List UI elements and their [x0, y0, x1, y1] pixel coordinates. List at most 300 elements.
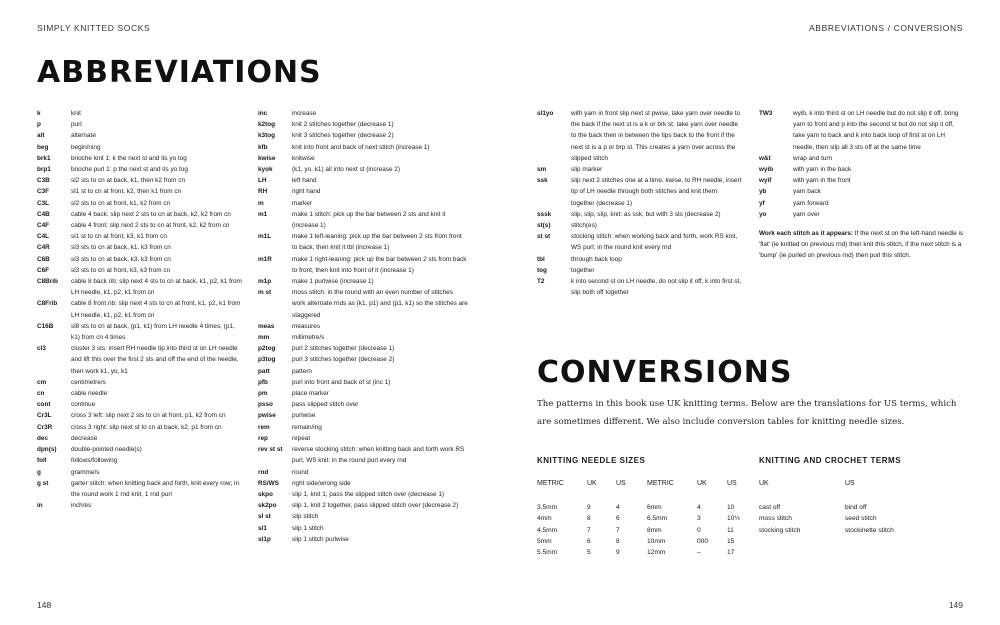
- table-cell: stocking stitch: [759, 526, 801, 534]
- table-row: [537, 502, 747, 513]
- abbreviation-term: C3B: [37, 177, 50, 185]
- abbreviation-entry: [258, 254, 468, 276]
- abbreviation-term: skpo: [258, 490, 273, 498]
- abbreviation-entry: [759, 153, 964, 164]
- abbreviation-entry: [37, 175, 242, 186]
- abbreviation-definition: brioche purl 1: p the next st and its yo tog: [71, 166, 188, 174]
- abbreviation-entry: [537, 108, 742, 164]
- abbreviation-term: foll: [37, 457, 47, 465]
- abbreviation-entry: [258, 343, 468, 354]
- abbreviation-entry: [37, 478, 242, 500]
- abbreviation-term: kwise: [258, 154, 276, 162]
- abbreviation-definition: pass slipped stitch over: [292, 401, 359, 409]
- conversions-intro: The patterns in this book use UK knitting terms. Below are the translations for US terms, which are sometimes different. We also include conversion tables for knitting needle sizes.: [537, 399, 957, 427]
- abbreviation-term: C3F: [37, 188, 50, 196]
- abbreviation-term: m: [258, 199, 264, 207]
- abbreviation-term: m1R: [258, 255, 272, 263]
- abbreviation-entry: [258, 511, 468, 522]
- abbreviation-term: yo: [759, 210, 767, 218]
- abbreviation-term: p2tog: [258, 345, 276, 353]
- abbreviation-term: m1p: [258, 278, 272, 286]
- abbreviation-definition: slip 1 stitch purlwise: [292, 535, 349, 543]
- abbreviation-definition: purl 2 stitches together (decrease 1): [292, 345, 395, 353]
- abbreviation-term: sm: [537, 166, 547, 174]
- abbreviation-term: kyok: [258, 166, 273, 174]
- abbreviation-entry: [258, 467, 468, 478]
- abbreviation-definition: cross 3 left: slip next 2 sts to cn at front, p1, k2 from cn: [71, 412, 226, 420]
- abbreviation-entry: [37, 321, 242, 343]
- abbreviation-entry: [258, 489, 468, 500]
- table-header-cell: US: [845, 480, 855, 487]
- abbreviation-definition: repeat: [292, 434, 311, 442]
- abbreviation-entry: [537, 209, 742, 220]
- abbreviation-definition: (k1, yo, k1) all into next st (increase 2): [292, 166, 400, 174]
- abbreviation-definition: sl8 sts to cn at back, (p1, k1) from LH needle 4 times, (p1, k1) from cn 4 times: [71, 322, 235, 342]
- abbreviation-term: st st: [537, 233, 551, 241]
- table-cell: moss stitch: [759, 515, 792, 523]
- abbreviation-definition: cable 4 front: slip next 2 sts to cn at front, k2, k2 from cn: [71, 222, 230, 230]
- abbreviation-definition: make 1 right-leaning: pick up the bar between 2 sts from back to front, then knit into front of it (increase 1): [292, 255, 467, 274]
- abbreviation-entry: [37, 242, 242, 253]
- abbreviation-term: in: [37, 502, 43, 510]
- abbreviation-definition: measures: [292, 322, 321, 330]
- abbreviation-definition: cable 8 back rib: slip next 4 sts to cn at back, k1, p2, k1 from LH needle, k1, p2, k1 from cn: [71, 278, 242, 297]
- abbreviation-column-3: [537, 108, 742, 298]
- abbreviation-entry: [37, 130, 242, 141]
- table-cell: 10mm: [647, 537, 666, 545]
- abbreviation-term: C4B: [37, 210, 50, 218]
- abbreviation-term: g st: [37, 479, 49, 487]
- abbreviation-term: k3tog: [258, 132, 276, 140]
- abbreviation-term: C8Frib: [37, 300, 58, 308]
- abbreviation-column-2: [258, 108, 468, 545]
- abbreviation-definition: purl into front and back of st (inc 1): [292, 378, 391, 386]
- abbreviation-definition: yarn forward: [793, 199, 829, 207]
- abbreviation-entry: [258, 142, 468, 153]
- abbreviation-definition: stocking stitch: when working back and forth, work RS knit, WS purl; in the round knit every rnd: [571, 233, 738, 252]
- abbreviation-definition: stitch(es): [571, 222, 597, 230]
- abbreviation-definition: sl2 sts to cn at back, k1, then k2 from cn: [71, 177, 186, 185]
- table-cell: 8: [587, 515, 591, 523]
- table-cell: 4: [616, 504, 620, 512]
- abbreviation-entry: [258, 444, 468, 466]
- table-cell: cast off: [759, 504, 781, 512]
- abbreviation-definition: knit: [71, 110, 81, 117]
- abbreviation-term: pwise: [258, 412, 276, 420]
- abbreviation-term: sl1p: [258, 535, 271, 543]
- abbreviation-entry: [258, 332, 468, 343]
- table-cell: –: [697, 549, 701, 557]
- table-row: [759, 525, 959, 536]
- table-cell: 12mm: [647, 549, 666, 557]
- abbreviation-entry: [258, 130, 468, 141]
- abbreviation-definition: cable 8 front rib: slip next 4 sts to cn at front, k1, p2, k1 from LH needle, k1, p2, k1 from cn: [71, 300, 241, 319]
- table-cell: 10: [727, 504, 735, 512]
- abbreviation-definition: cross 3 right: slip next st to cn at back, k2, p1 from cn: [71, 423, 222, 431]
- abbreviation-term: Cr3L: [37, 412, 52, 420]
- table-header-cell: US: [727, 480, 737, 487]
- abbreviation-term: cl3: [37, 345, 46, 353]
- abbreviation-term: RH: [258, 188, 268, 196]
- abbreviation-term: brk1: [37, 154, 51, 162]
- abbreviation-entry: [258, 287, 468, 321]
- abbreviation-definition: centimetre/s: [71, 378, 106, 386]
- abbreviation-entry: [37, 455, 242, 466]
- abbreviation-definition: reverse stocking stitch: when knitting back and forth work RS purl, WS knit: in the round purl every rnd: [292, 446, 465, 465]
- abbreviation-entry: [759, 164, 964, 175]
- table-header-cell: UK: [587, 480, 597, 487]
- abbreviation-entry: [37, 500, 242, 511]
- abbreviation-entry: [258, 478, 468, 489]
- abbreviation-term: TW3: [759, 110, 773, 117]
- abbreviation-definition: wrap and turn: [793, 154, 833, 162]
- conversions-title: CONVERSIONS: [537, 355, 793, 390]
- abbreviation-entry: [258, 186, 468, 197]
- abbreviation-definition: cluster 3 sts: insert RH needle tip into third st on LH needle and lift this over the first 2 sts and off the end of the needle, then work k1, yo, k1: [71, 345, 239, 375]
- abbreviation-definition: begin/ning: [71, 143, 101, 151]
- abbreviation-entry: [258, 321, 468, 332]
- abbreviation-term: C6B: [37, 255, 50, 263]
- table-cell: 6: [587, 537, 591, 545]
- abbreviation-entry: [37, 265, 242, 276]
- abbreviation-definition: together: [571, 266, 595, 274]
- abbreviation-entry: [759, 186, 964, 197]
- abbreviation-definition: sl3 sts to cn at front, k3, k3 from cn: [71, 266, 171, 274]
- table-header-cell: METRIC: [537, 480, 564, 487]
- abbreviation-term: tog: [537, 266, 547, 274]
- abbreviation-entry: [37, 108, 242, 119]
- abbreviation-definition: continue: [71, 401, 96, 409]
- abbreviation-definition: knit into front and back of next stitch (increase 1): [292, 143, 430, 151]
- abbreviation-entry: [258, 410, 468, 421]
- abbreviation-entry: [37, 399, 242, 410]
- stitch-note-lead: Work each stitch as it appears:: [759, 230, 853, 238]
- abbreviation-term: C4R: [37, 244, 50, 252]
- table-cell: 7: [616, 526, 620, 534]
- abbreviation-entry: [258, 175, 468, 186]
- abbreviation-definition: sl1 st to cn at front, k2, then k1 from cn: [71, 188, 182, 196]
- table-row: [537, 536, 747, 547]
- needle-sizes-table: [537, 478, 747, 558]
- abbreviation-entry: [37, 209, 242, 220]
- abbreviation-term: m1: [258, 210, 268, 218]
- abbreviation-term: C4F: [37, 222, 50, 230]
- abbreviation-term: dec: [37, 434, 49, 442]
- abbreviation-definition: knit 3 stitches together (decrease 2): [292, 132, 394, 140]
- table-cell: 9: [616, 549, 620, 557]
- table-cell: 11: [727, 526, 734, 534]
- abbreviation-term: yf: [759, 199, 765, 207]
- table-row: [537, 547, 747, 558]
- abbreviation-definition: purlwise: [292, 412, 316, 420]
- abbreviation-entry: [37, 388, 242, 399]
- abbreviation-entry: [537, 164, 742, 175]
- abbreviation-term: mm: [258, 334, 270, 342]
- abbreviation-entry: [37, 433, 242, 444]
- abbreviation-term: C8Brib: [37, 278, 58, 286]
- table-row: [759, 513, 959, 524]
- abbreviation-term: p3tog: [258, 356, 276, 364]
- abbreviation-term: C4L: [37, 233, 50, 241]
- abbreviation-term: st(s): [537, 222, 551, 230]
- table-cell: 17: [727, 549, 735, 557]
- abbreviations-title: ABBREVIATIONS: [37, 55, 322, 90]
- table-header-cell: US: [616, 480, 626, 487]
- abbreviation-definition: millimetre/s: [292, 334, 325, 342]
- abbreviation-entry: [37, 343, 242, 377]
- abbreviation-entry: [258, 108, 468, 119]
- abbreviation-definition: with yarn in front slip next st pwise, take yarn over needle to the back if the next st is a k or brk st; take yarn over needle to the back then in between the tips back to the front if the next st is a p or brp st. This creates a yarn over across the slipped stitch: [571, 110, 741, 162]
- table-cell: 4mm: [537, 515, 552, 523]
- abbreviation-entry: [37, 231, 242, 242]
- abbreviation-definition: gramme/s: [71, 468, 100, 476]
- running-head-right: ABBREVIATIONS / CONVERSIONS: [809, 23, 963, 33]
- abbreviation-term: p: [37, 121, 41, 129]
- abbreviation-term: meas: [258, 322, 275, 330]
- abbreviation-definition: cable needle: [71, 390, 108, 398]
- abbreviation-entry: [537, 231, 742, 253]
- abbreviation-entry: [258, 422, 468, 433]
- abbreviation-definition: pattern: [292, 367, 312, 375]
- abbreviation-entry: [37, 254, 242, 265]
- table-header-cell: METRIC: [647, 480, 674, 487]
- abbreviation-definition: through back loop: [571, 255, 622, 263]
- abbreviation-definition: k into second st on LH needle, do not slip it off, k into first st, slip both off together: [571, 278, 742, 297]
- abbreviation-entry: [258, 366, 468, 377]
- table-row: [537, 513, 747, 524]
- abbreviation-term: sk2po: [258, 502, 277, 510]
- abbreviation-entry: [537, 220, 742, 231]
- abbreviation-definition: wyib, k into third st on LH needle but do not slip it off, bring yarn to front and p into the second st but do not slip it off, take yarn to back and k into back loop of first st on LH needle, then slip all 3 sts off at the same time: [793, 110, 959, 151]
- abbreviation-term: LH: [258, 177, 267, 185]
- abbreviation-term: inc: [258, 110, 268, 117]
- abbreviation-entry: [759, 198, 964, 209]
- abbreviation-definition: slip 1, knit 1, pass the slipped stitch over (decrease 1): [292, 490, 445, 498]
- abbreviation-definition: sl3 sts to cn at back, k1, k3 from cn: [71, 244, 171, 252]
- abbreviation-definition: double-pointed needle(s): [71, 446, 142, 454]
- abbreviation-definition: right hand: [292, 188, 321, 196]
- abbreviation-entry: [37, 198, 242, 209]
- running-head-left: SIMPLY KNITTED SOCKS: [37, 23, 151, 33]
- abbreviation-term: m st: [258, 289, 272, 297]
- abbreviation-entry: [37, 186, 242, 197]
- abbreviation-definition: sl1 st to cn at front, k3, k1 from cn: [71, 233, 167, 241]
- abbreviation-entry: [37, 467, 242, 478]
- abbreviation-term: wyib: [759, 166, 774, 174]
- needle-sizes-heading: KNITTING NEEDLE SIZES: [537, 456, 646, 465]
- abbreviation-term: sl1yo: [537, 110, 554, 117]
- abbreviation-entry: [537, 175, 742, 209]
- abbreviation-term: sl st: [258, 513, 271, 521]
- abbreviation-definition: slip 1, knit 2 together, pass slipped stitch over (decrease 2): [292, 502, 459, 510]
- abbreviation-term: m1L: [258, 233, 272, 241]
- abbreviation-definition: with yarn in the front: [793, 177, 851, 185]
- abbreviation-entry: [258, 276, 468, 287]
- table-row: [759, 502, 959, 513]
- abbreviation-term: dpn(s): [37, 446, 57, 454]
- abbreviation-entry: [258, 388, 468, 399]
- abbreviation-entry: [759, 175, 964, 186]
- table-header-cell: UK: [697, 480, 707, 487]
- abbreviation-definition: sl3 sts to cn at back, k3, k3 from cn: [71, 255, 171, 263]
- abbreviation-definition: alternate: [71, 132, 96, 140]
- table-cell: 5: [587, 549, 591, 557]
- abbreviation-entry: [258, 231, 468, 253]
- table-cell: 4: [697, 504, 701, 512]
- abbreviation-definition: marker: [292, 199, 312, 207]
- table-cell: bind off: [845, 504, 867, 512]
- abbreviation-term: sl1: [258, 524, 267, 532]
- abbreviation-term: rem: [258, 423, 270, 431]
- table-cell: 3.5mm: [537, 504, 558, 512]
- table-cell: 8: [616, 537, 620, 545]
- table-cell: 5mm: [537, 537, 552, 545]
- abbreviation-entry: [37, 410, 242, 421]
- abbreviation-definition: right side/wrong side: [292, 479, 351, 487]
- table-cell: 5.5mm: [537, 549, 558, 557]
- abbreviation-term: k: [37, 110, 41, 117]
- table-cell: 000: [697, 537, 709, 545]
- table-cell: 6mm: [647, 504, 662, 512]
- table-cell: 8mm: [647, 526, 662, 534]
- abbreviation-definition: make 1 left-leaning: pick up the bar between 2 sts from front to back, then knit it tbl (increase 1): [292, 233, 462, 252]
- table-cell: 6: [616, 515, 620, 523]
- abbreviation-definition: make 1 stitch: pick up the bar between 2 sts and knit it (increase 1): [292, 210, 446, 230]
- abbreviation-definition: round: [292, 468, 309, 476]
- abbreviation-entry: [37, 422, 242, 433]
- abbreviation-term: ssk: [537, 177, 548, 185]
- abbreviation-entry: [258, 209, 468, 231]
- abbreviation-column-4: [759, 108, 964, 262]
- abbreviation-term: kfb: [258, 143, 268, 151]
- abbreviation-definition: purl: [71, 121, 82, 129]
- abbreviation-definition: cable 4 back: slip next 2 sts to cn at back, k2, k2 from cn: [71, 210, 231, 218]
- abbreviation-term: sssk: [537, 210, 552, 218]
- table-cell: seed stitch: [845, 515, 877, 523]
- abbreviation-definition: remain/ing: [292, 423, 322, 431]
- abbreviation-definition: purl 3 stitches together (decrease 2): [292, 356, 395, 364]
- abbreviation-definition: yarn back: [793, 188, 821, 196]
- abbreviation-entry: [258, 153, 468, 164]
- abbreviation-entry: [759, 209, 964, 220]
- abbreviation-entry: [37, 276, 242, 298]
- abbreviation-term: psso: [258, 401, 273, 409]
- abbreviation-entry: [258, 523, 468, 534]
- abbreviation-entry: [258, 198, 468, 209]
- abbreviation-definition: sl2 sts to cn at front, k1, k2 from cn: [71, 199, 171, 207]
- abbreviation-term: brp1: [37, 166, 51, 174]
- abbreviation-definition: slip next 2 stitches one at a time, kwise, to RH needle, insert tip of LH needle through both stitches and knit them together (decrease 1): [571, 177, 742, 207]
- abbreviation-column-1: [37, 108, 242, 511]
- table-cell: 3: [697, 515, 701, 523]
- abbreviation-entry: [537, 254, 742, 265]
- crochet-terms-heading: KNITTING AND CROCHET TERMS: [759, 456, 902, 465]
- abbreviation-definition: garter stitch: when knitting back and forth, knit every row; in the round work 1 rnd knit, 1 rnd purl: [71, 479, 240, 498]
- abbreviation-term: cont: [37, 401, 51, 409]
- abbreviation-term: pm: [258, 390, 268, 398]
- table-cell: 6.5mm: [647, 515, 668, 523]
- abbreviation-entry: [37, 164, 242, 175]
- table-cell: 4.5mm: [537, 526, 558, 534]
- abbreviation-entry: [37, 298, 242, 320]
- crochet-terms-table: [759, 478, 959, 536]
- table-row: [537, 525, 747, 536]
- stitch-note-text: If the next st on the left-hand needle is 'flat' (ie knitted on previous rnd) then knit this stitch, if the next stitch is a 'bump' (ie purled on previous rnd) then purl this stitch.: [759, 230, 964, 260]
- abbreviation-definition: slip 1 stitch: [292, 524, 324, 532]
- abbreviation-term: cn: [37, 390, 45, 398]
- abbreviation-entry: [759, 108, 964, 153]
- abbreviation-term: cm: [37, 378, 47, 386]
- abbreviation-definition: with yarn in the back: [793, 166, 852, 174]
- table-cell: 7: [587, 526, 591, 534]
- abbreviation-entry: [37, 153, 242, 164]
- abbreviation-definition: place marker: [292, 390, 329, 398]
- abbreviation-definition: slip marker: [571, 166, 603, 174]
- abbreviation-definition: slip stitch: [292, 513, 319, 521]
- abbreviation-entry: [258, 433, 468, 444]
- abbreviation-definition: slip, slip, slip, knit: as ssk, but with 3 sts (decrease 2): [571, 210, 721, 218]
- abbreviation-term: k2tog: [258, 121, 276, 129]
- abbreviation-definition: decrease: [71, 434, 98, 442]
- abbreviation-term: T2: [537, 278, 545, 286]
- abbreviation-entry: [258, 399, 468, 410]
- abbreviation-term: Cr3R: [37, 423, 53, 431]
- abbreviation-definition: knitwise: [292, 154, 315, 162]
- page-number-right: 149: [948, 600, 963, 610]
- abbreviation-entry: [37, 142, 242, 153]
- table-cell: 0: [697, 526, 701, 534]
- abbreviation-definition: inch/es: [71, 502, 92, 510]
- abbreviation-entry: [258, 354, 468, 365]
- abbreviation-definition: follows/following: [71, 457, 118, 465]
- abbreviation-definition: make 1 purlwise (increase 1): [292, 278, 374, 286]
- abbreviation-term: w&t: [759, 154, 771, 162]
- abbreviation-term: wyif: [759, 177, 772, 185]
- abbreviation-term: pfb: [258, 378, 268, 386]
- abbreviation-entry: [37, 377, 242, 388]
- abbreviation-term: C3L: [37, 199, 50, 207]
- abbreviation-term: rep: [258, 434, 268, 442]
- table-cell: 15: [727, 537, 735, 545]
- abbreviation-term: rev st st: [258, 446, 283, 454]
- abbreviation-entry: [537, 276, 742, 298]
- abbreviation-definition: brioche knit 1: k the next st and its yo tog: [71, 154, 187, 162]
- abbreviation-term: alt: [37, 132, 45, 140]
- abbreviation-definition: moss stitch: in the round with an even number of stitches work alternate rnds as (k1, p1) and (p1, k1) so the stitches are staggered: [292, 289, 468, 319]
- abbreviation-term: g: [37, 468, 41, 476]
- abbreviation-term: rnd: [258, 468, 269, 476]
- table-cell: 9: [587, 504, 591, 512]
- abbreviation-entry: [258, 377, 468, 388]
- abbreviation-entry: [537, 265, 742, 276]
- table-header-cell: UK: [759, 480, 769, 487]
- stitch-note: [759, 228, 964, 262]
- abbreviation-term: C16B: [37, 322, 54, 330]
- abbreviation-definition: knit 2 stitches together (decrease 1): [292, 121, 394, 129]
- page-number-left: 148: [37, 600, 52, 610]
- abbreviation-definition: yarn over: [793, 210, 820, 218]
- abbreviation-entry: [258, 164, 468, 175]
- abbreviation-entry: [258, 500, 468, 511]
- abbreviation-term: RS/WS: [258, 479, 279, 487]
- abbreviation-entry: [37, 444, 242, 455]
- table-cell: stockinette stitch: [845, 526, 894, 534]
- abbreviation-entry: [258, 534, 468, 545]
- abbreviation-term: patt: [258, 367, 270, 375]
- abbreviation-definition: left hand: [292, 177, 317, 185]
- abbreviation-entry: [37, 220, 242, 231]
- table-cell: 10½: [727, 515, 740, 523]
